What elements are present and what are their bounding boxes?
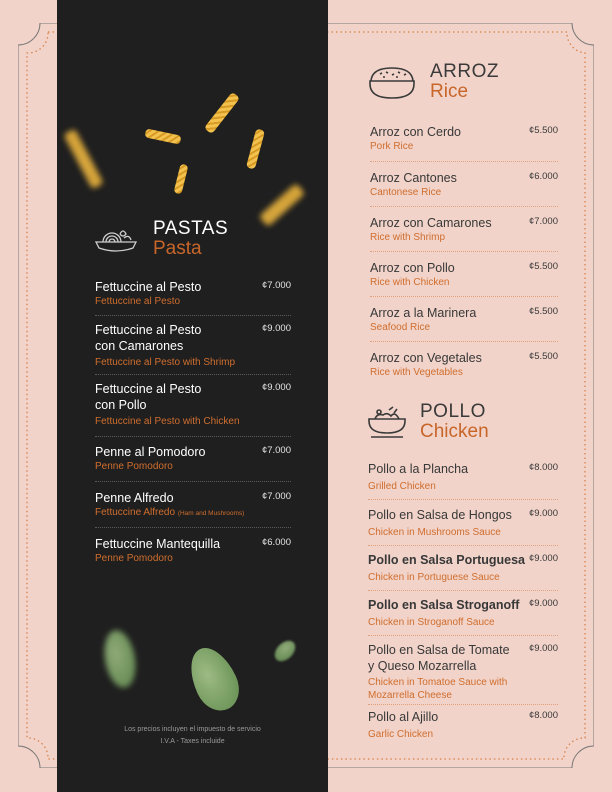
item-price: ¢7.000 [261,445,291,456]
item-name: Arroz a la Marinera [370,306,477,320]
item-description: Rice with Shrimp [370,232,446,243]
item-name: Arroz con Vegetales [370,351,482,365]
item-price: ¢8.000 [528,710,558,721]
menu-item [95,322,291,369]
tax-footnote [57,724,328,748]
footnote-line2: I.V.A - Taxes incluide [160,738,225,745]
pasta-bowl-icon [93,224,139,254]
item-price: ¢9.000 [528,553,558,564]
section-title: ARROZ [430,61,499,82]
item-description-line2: Mozarrella Cheese [368,690,452,701]
divider [95,436,291,437]
item-name: Pollo en Salsa de Hongos [368,508,512,522]
item-description-text: Fettuccine Alfredo [95,507,176,518]
fusilli-decoration [173,163,188,194]
item-description: Seafood Rice [370,322,431,333]
item-name: Arroz con Cerdo [370,125,462,139]
footnote-line1: Los precios incluyen el impuesto de servicio [124,726,261,733]
menu-item [95,444,291,473]
divider [95,481,291,482]
divider [368,704,558,705]
item-description: Rice with Vegetables [370,367,463,378]
menu-item [370,170,558,199]
menu-item [95,279,291,308]
item-price: ¢6.000 [261,537,291,548]
divider [95,527,291,528]
item-price: ¢9.000 [528,508,558,519]
menu-item [95,381,291,428]
rice-bowl-icon [368,64,416,100]
leaf-decoration [271,637,299,665]
menu-item [370,350,558,379]
section-title: PASTAS [153,218,229,239]
item-description: Cantonese Rice [370,187,442,198]
item-price: ¢5.500 [528,261,558,272]
item-price: ¢9.000 [528,643,558,654]
item-name: Penne al Pomodoro [95,445,206,459]
item-price: ¢5.500 [528,351,558,362]
item-name: Fettuccine al Pesto [95,280,202,294]
fusilli-decoration [144,128,181,144]
item-name: Pollo al Ajillo [368,710,439,724]
menu-item [370,124,558,153]
menu-item [368,552,558,584]
item-price: ¢7.000 [261,280,291,291]
fusilli-decoration [204,92,240,134]
item-name: Pollo en Salsa Stroganoff [368,598,520,612]
section-subtitle: Rice [430,81,469,102]
item-name-line2: y Queso Mozarrella [368,659,477,673]
item-price: ¢9.000 [261,382,291,393]
item-price: ¢6.000 [528,171,558,182]
menu-item [95,490,291,520]
divider [368,545,558,546]
menu-item [368,642,558,702]
item-description [95,506,291,520]
item-name-line1: Pollo en Salsa de Tomate [368,643,510,657]
item-description: Penne Pomodoro [95,461,173,472]
menu-item [368,461,558,493]
leaf-decoration [100,628,140,690]
item-description-line1: Chicken in Tomatoe Sauce with [368,677,508,688]
divider [368,590,558,591]
menu-item [368,597,558,629]
item-name-line2: con Camarones [95,339,184,353]
item-price: ¢8.000 [528,462,558,473]
section-title: POLLO [420,401,486,422]
pollo-header [367,402,489,442]
item-description: Penne Pomodoro [95,553,173,564]
item-description: Garlic Chicken [368,729,434,740]
divider [368,499,558,500]
menu-item [368,709,558,741]
fusilli-decoration [246,129,265,170]
arroz-header [368,62,499,102]
fusilli-decoration [259,183,306,227]
item-description: Rice with Chicken [370,277,450,288]
item-description: Fettuccine al Pesto with Chicken [95,416,240,427]
item-description: Chicken in Portuguese Sauce [368,572,500,583]
item-price: ¢9.000 [261,323,291,334]
item-name-line1: Fettuccine al Pesto [95,382,202,396]
item-name: Arroz con Pollo [370,261,455,275]
divider [370,161,558,162]
item-name: Pollo en Salsa Portuguesa [368,553,525,567]
item-description: Pork Rice [370,141,414,152]
fusilli-decoration [63,129,104,190]
divider [95,315,291,316]
divider [95,374,291,375]
divider [370,251,558,252]
item-description: Fettuccine al Pesto [95,296,181,307]
leaf-decoration [181,640,247,718]
item-description: Chicken in Mushrooms Sauce [368,527,501,538]
item-description: Grilled Chicken [368,481,436,492]
divider [370,341,558,342]
item-name: Arroz con Camarones [370,216,492,230]
divider [370,296,558,297]
salad-bowl-icon [367,404,407,440]
menu-item [95,536,291,565]
item-note: (Ham and Mushrooms) [177,510,245,517]
item-description: Chicken in Stroganoff Sauce [368,617,495,628]
pastas-header [93,219,228,259]
item-description: Fettuccine al Pesto with Shrimp [95,357,236,368]
menu-item [370,305,558,334]
item-price: ¢5.500 [528,306,558,317]
section-subtitle: Chicken [420,421,489,442]
pasta-panel [57,0,328,792]
item-name: Fettuccine Mantequilla [95,537,221,551]
item-name-line1: Fettuccine al Pesto [95,323,202,337]
item-price: ¢7.000 [528,216,558,227]
divider [368,635,558,636]
menu-item [370,215,558,244]
item-price: ¢9.000 [528,598,558,609]
menu-item [370,260,558,289]
item-price: ¢5.500 [528,125,558,136]
item-name: Penne Alfredo [95,491,174,505]
item-price: ¢7.000 [261,491,291,502]
section-subtitle: Pasta [153,238,202,259]
item-name: Arroz Cantones [370,171,457,185]
menu-item [368,507,558,539]
item-name-line2: con Pollo [95,398,147,412]
divider [370,206,558,207]
item-name: Pollo a la Plancha [368,462,469,476]
